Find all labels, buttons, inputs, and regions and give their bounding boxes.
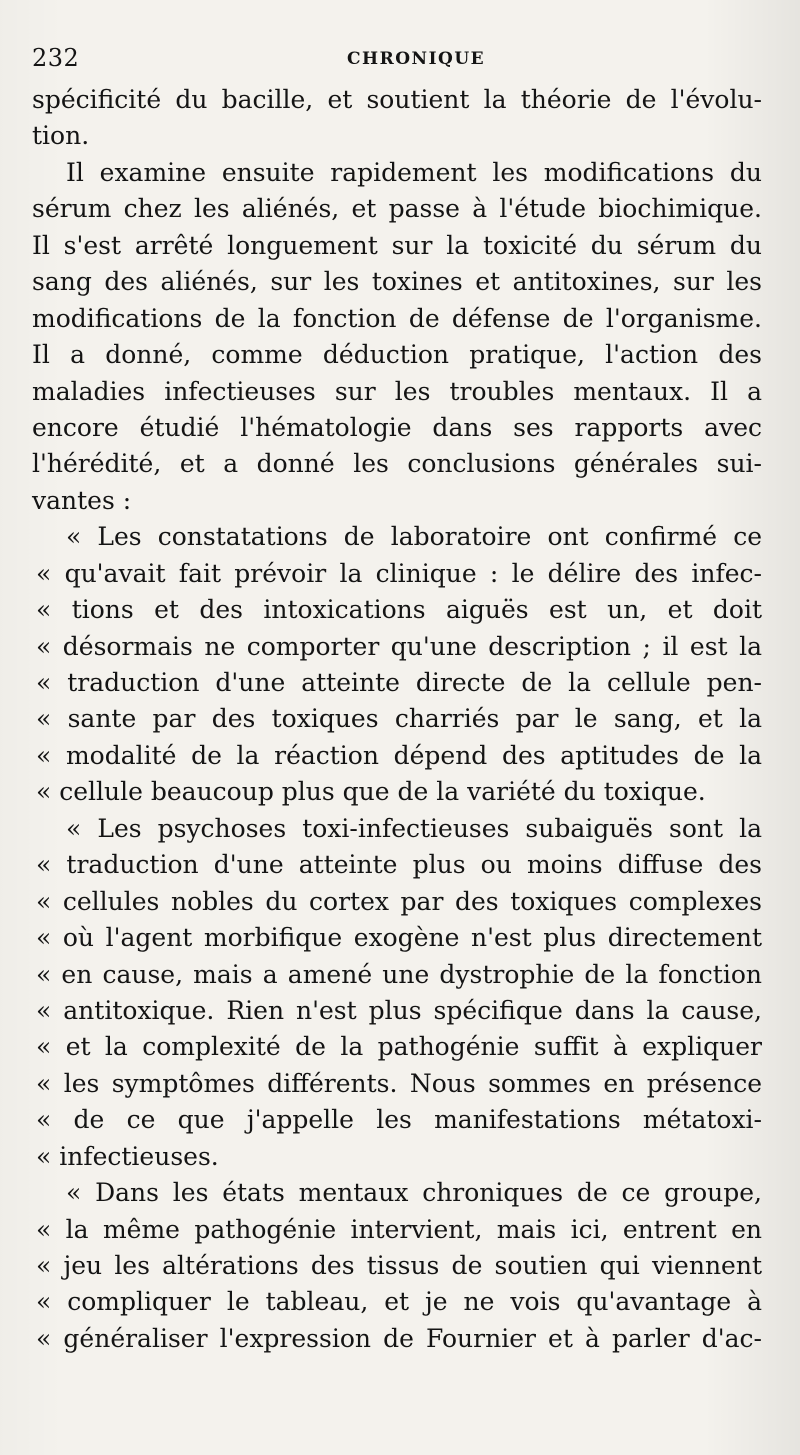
quote-line: « en cause, mais a amené une dystrophie de la fonction [36,959,762,989]
quote-line: « la même pathogénie intervient, mais ici, entrent en [36,1214,762,1244]
page-header [32,44,762,74]
quote-line: « et la complexité de la pathogénie suffit à expliquer [36,1032,762,1062]
quote-line: « tions et des intoxications aiguës est un, et doit [36,595,762,625]
running-title: CHRONIQUE [347,49,486,69]
quote-line: « infectieuses. [36,1141,219,1171]
quote-line: « désormais ne comporter qu'une description ; il est la [36,631,762,661]
quote-line: « Les constatations de laboratoire ont confirmé ce [66,522,762,552]
text-line: spécificité du bacille, et soutient la théorie de l'évolu- [32,85,762,114]
text-line: maladies infectieuses sur les troubles mentaux. Il a [32,376,762,406]
text-line: Il examine ensuite rapidement les modifications du [66,157,762,187]
text-line: encore étudié l'hématologie dans ses rapports avec [32,412,762,442]
quote-line: « qu'avait fait prévoir la clinique : le délire des infec- [36,558,762,588]
page-number: 232 [32,44,80,72]
quote-line: « antitoxique. Rien n'est plus spécifique dans la cause, [36,995,762,1025]
quote-line: « cellule beaucoup plus que de la variété du toxique. [36,777,706,807]
text-line: tion. [32,121,90,151]
quote-line: « compliquer le tableau, et je ne vois qu'avantage à [36,1287,762,1317]
quote-line: « Dans les états mentaux chroniques de ce groupe, [66,1178,762,1208]
text-line: sérum chez les aliénés, et passe à l'étude biochimique. [32,194,762,224]
body-text [32,82,762,1357]
text-line: vantes : [32,485,132,515]
quote-line: « sante par des toxiques charriés par le sang, et la [36,704,762,734]
quote-line: « jeu les altérations des tissus de soutien qui viennent [36,1251,762,1280]
text-line: Il s'est arrêté longuement sur la toxicité du sérum du [32,230,762,260]
quote-line: « les symptômes différents. Nous sommes en présence [36,1068,762,1098]
quote-line: « modalité de la réaction dépend des aptitudes de la [36,740,762,770]
quote-line: « traduction d'une atteinte plus ou moins diffuse des [36,850,762,880]
quote-line: « généraliser l'expression de Fournier et à parler d'ac- [36,1323,762,1353]
text-line: modifications de la fonction de défense de l'organisme. [32,303,762,333]
text-line: Il a donné, comme déduction pratique, l'action des [32,340,762,370]
text-line: sang des aliénés, sur les toxines et antitoxines, sur les [32,267,762,297]
quote-line: « Les psychoses toxi-infectieuses subaiguës sont la [66,813,762,843]
text-line: l'hérédité, et a donné les conclusions générales sui- [32,449,762,479]
quote-line: « où l'agent morbifique exogène n'est plus directement [36,923,762,953]
quote-line: « de ce que j'appelle les manifestations métatoxi- [36,1105,762,1135]
quote-line: « traduction d'une atteinte directe de la cellule pen- [36,668,762,697]
quote-line: « cellules nobles du cortex par des toxiques complexes [36,886,762,916]
